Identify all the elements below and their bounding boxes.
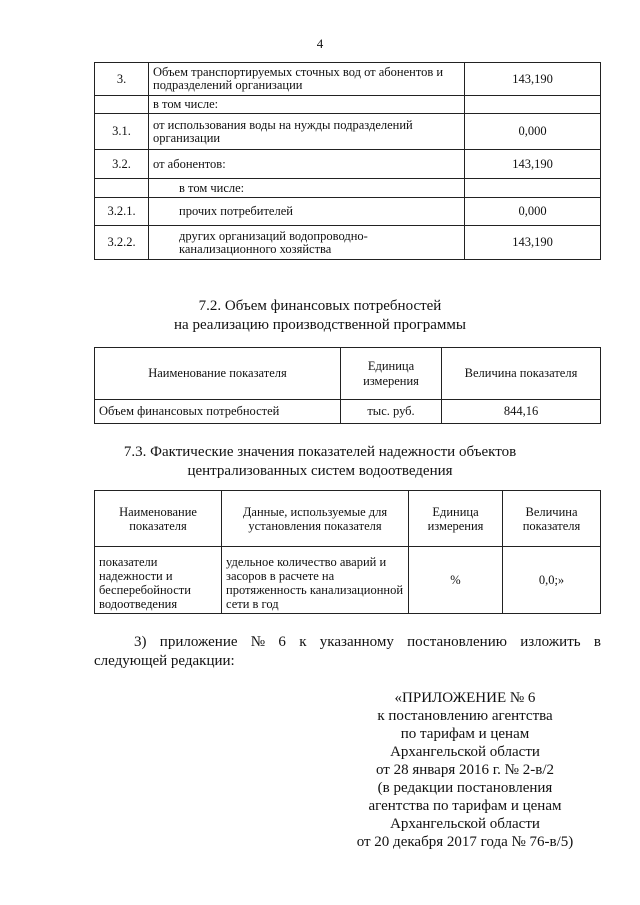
appendix-header — [340, 689, 590, 851]
header-unit: Единица измерения — [409, 491, 503, 547]
row-number — [95, 179, 149, 198]
row-value: 143,190 — [465, 226, 601, 260]
row-number: 3. — [95, 63, 149, 96]
row-number: 3.2. — [95, 150, 149, 179]
header-indicator-value: Величина показателя — [503, 491, 601, 547]
table-row — [95, 226, 601, 260]
row-description: Объем транспортируемых сточных вод от абонентов и подразделений организации — [149, 63, 465, 96]
row-number: 3.2.2. — [95, 226, 149, 260]
row-value: 0,000 — [465, 198, 601, 226]
paragraph-word: указанному — [319, 634, 394, 650]
paragraph-word: в — [593, 634, 601, 650]
paragraph-word: постановлению — [407, 634, 507, 650]
reliability-indicators-table — [94, 490, 601, 614]
cell-value: 844,16 — [442, 400, 601, 424]
section-7-2-title — [0, 297, 640, 335]
table-row — [95, 63, 601, 96]
table-row — [95, 114, 601, 150]
row-description: от абонентов: — [149, 150, 465, 179]
appendix-line: от 20 декабря 2017 года № 76-в/5) — [356, 834, 574, 850]
header-indicator-value: Величина показателя — [442, 348, 601, 400]
appendix-line: по тарифам и ценам — [400, 726, 530, 742]
row-description: других организаций водопроводно-канализационного хозяйства — [149, 226, 465, 260]
header-data-used: Данные, используемые для установления показателя — [222, 491, 409, 547]
row-description: прочих потребителей — [149, 198, 465, 226]
row-value — [465, 96, 601, 114]
amendment-paragraph — [94, 633, 601, 671]
cell-data-used: удельное количество аварий и засоров в расчете на протяженность канализационной сети в год — [222, 547, 409, 614]
paragraph-word: 3) — [134, 634, 147, 650]
transport-volume-table — [94, 62, 601, 260]
table-row — [95, 96, 601, 114]
section-7-3-title-line2: централизованных систем водоотведения — [187, 463, 453, 479]
paragraph-word: изложить — [520, 634, 581, 650]
header-indicator-name: Наименование показателя — [95, 491, 222, 547]
table-row — [95, 150, 601, 179]
section-7-2-title-line2: на реализацию производственной программы — [174, 317, 466, 333]
cell-indicator-name: показатели надежности и бесперебойности водоотведения — [95, 547, 222, 614]
table-row — [95, 400, 601, 424]
appendix-line: Архангельской области — [390, 744, 540, 760]
row-value: 0,000 — [465, 114, 601, 150]
page-number: 4 — [316, 36, 324, 51]
appendix-line: к постановлению агентства — [377, 708, 553, 724]
section-7-2-title-line1: 7.2. Объем финансовых потребностей — [198, 298, 442, 314]
paragraph-word: приложение — [159, 634, 238, 650]
row-number — [95, 96, 149, 114]
table-row — [95, 547, 601, 614]
table-row — [95, 198, 601, 226]
appendix-line: агентства по тарифам и ценам — [368, 798, 562, 814]
appendix-line: (в редакции постановления — [377, 780, 553, 796]
header-indicator-name: Наименование показателя — [95, 348, 341, 400]
appendix-line: Архангельской области — [390, 816, 540, 832]
cell-unit: % — [409, 547, 503, 614]
row-description: от использования воды на нужды подразделений организации — [149, 114, 465, 150]
financial-needs-table — [94, 347, 601, 424]
appendix-line: «ПРИЛОЖЕНИЕ № 6 — [394, 690, 536, 706]
paragraph-word: к — [299, 634, 307, 650]
table-header-row — [95, 491, 601, 547]
paragraph-word: № — [250, 634, 266, 650]
row-number: 3.1. — [95, 114, 149, 150]
paragraph-line1 — [94, 633, 601, 652]
table-header-row — [95, 348, 601, 400]
row-value: 143,190 — [465, 63, 601, 96]
paragraph-line2: следующей редакции: — [94, 653, 235, 669]
appendix-line: от 28 января 2016 г. № 2-в/2 — [376, 762, 554, 778]
table-row — [95, 179, 601, 198]
row-description: в том числе: — [149, 96, 465, 114]
row-value — [465, 179, 601, 198]
header-unit: Единица измерения — [341, 348, 442, 400]
paragraph-word: 6 — [278, 634, 286, 650]
cell-unit: тыс. руб. — [341, 400, 442, 424]
cell-value: 0,0;» — [503, 547, 601, 614]
row-value: 143,190 — [465, 150, 601, 179]
row-description: в том числе: — [149, 179, 465, 198]
row-number: 3.2.1. — [95, 198, 149, 226]
section-7-3-title — [0, 443, 640, 481]
section-7-3-title-line1: 7.3. Фактические значения показателей надежности объектов — [123, 444, 517, 460]
cell-indicator-name: Объем финансовых потребностей — [95, 400, 341, 424]
